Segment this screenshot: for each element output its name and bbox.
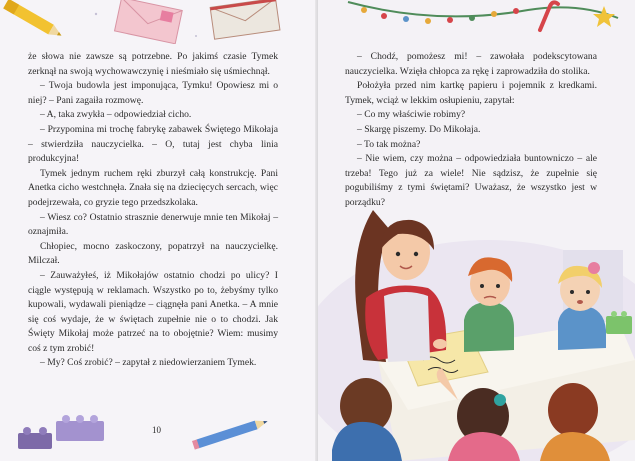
pink-envelope-icon (115, 0, 183, 44)
blue-pencil-icon (192, 417, 269, 450)
left-page-text (28, 50, 278, 371)
yellow-crayon-icon (3, 0, 64, 40)
paragraph: Tymek jednym ruchem ręki zburzył całą konstrukcję. Pani Anetka cicho westchnęła. Znała się na dziecięcych sercach, więc podejrzewała, co gryzie tego przedszkolaka. (28, 167, 278, 208)
right-page (318, 0, 635, 461)
garland-decoration (318, 0, 635, 40)
paragraph: – A, taka zwykła – odpowiedział cicho. (40, 109, 192, 121)
striped-envelope-icon (210, 0, 280, 39)
toy-blocks-decoration (0, 405, 300, 461)
paragraph: – To tak można? (357, 138, 421, 150)
paragraph: – Skargę piszemy. Do Mikołaja. (357, 123, 481, 135)
classroom-illustration (318, 210, 635, 461)
page-number: 10 (152, 425, 161, 435)
purple-block-icon (56, 415, 104, 441)
paragraph: – Zauważyłeś, iż Mikołajów ostatnio chodzi po ulicy? I ciągle występują w reklamach. Wszystko po to, żebyśmy tylko kupowali, wydawali pieniądze – ciągnęła pani Anetka. – A mnie się coś wydaje, że w świętach zupełnie nie o to chodzi. Jak Święty Mikołaj może patrzeć na to obojętnie? Wiem: musimy coś z tym zrobić! (28, 269, 278, 354)
paragraph: – Chodź, pomożesz mi! – zawołała podekscytowana nauczycielka. Wzięła chłopca za rękę i zaprowadziła do stolika. (345, 51, 597, 77)
paragraph: – Nie wiem, czy można – odpowiedziała buntowniczo – ale trzeba! Tego już za wiele! Nie sądzisz, że zupełnie się pogubiliśmy z tymi świętami? Uważasz, że wszystko jest w porządku? (345, 153, 597, 208)
paragraph: – Twoja budowla jest imponująca, Tymku! Opowiesz mi o niej? – Pani zagaiła rozmowę. (28, 80, 278, 106)
purple-block-icon (18, 427, 52, 449)
paragraph: – Co my właściwie robimy? (357, 109, 466, 121)
star-icon (593, 6, 615, 27)
paragraph: – My? Coś zrobić? – zapytał z niedowierzaniem Tymek. (40, 357, 257, 369)
paragraph: Chłopiec, mocno zaskoczony, popatrzył na nauczycielkę. Milczał. (28, 240, 278, 267)
right-page-text (345, 50, 597, 211)
paragraph: że słowa nie zawsze są potrzebne. Po jakimś czasie Tymek zerknął na swoją wychowawczynię i nieśmiało się uśmiechnął. (28, 51, 278, 77)
paragraph: Położyła przed nim kartkę papieru i pojemnik z kredkami. Tymek, wciąż w lekkim osłupieniu, zapytał: (345, 80, 597, 106)
paragraph: – Przypomina mi trochę fabrykę zabawek Świętego Mikołaja – stwierdziła nauczycielka. – O, tutaj jest chyba linia produkcyjna! (28, 123, 278, 165)
paragraph: – Wiesz co? Ostatnio strasznie denerwuje mnie ten Mikołaj – oznajmiła. (28, 211, 278, 238)
crayon-envelopes-decoration (0, 0, 300, 44)
